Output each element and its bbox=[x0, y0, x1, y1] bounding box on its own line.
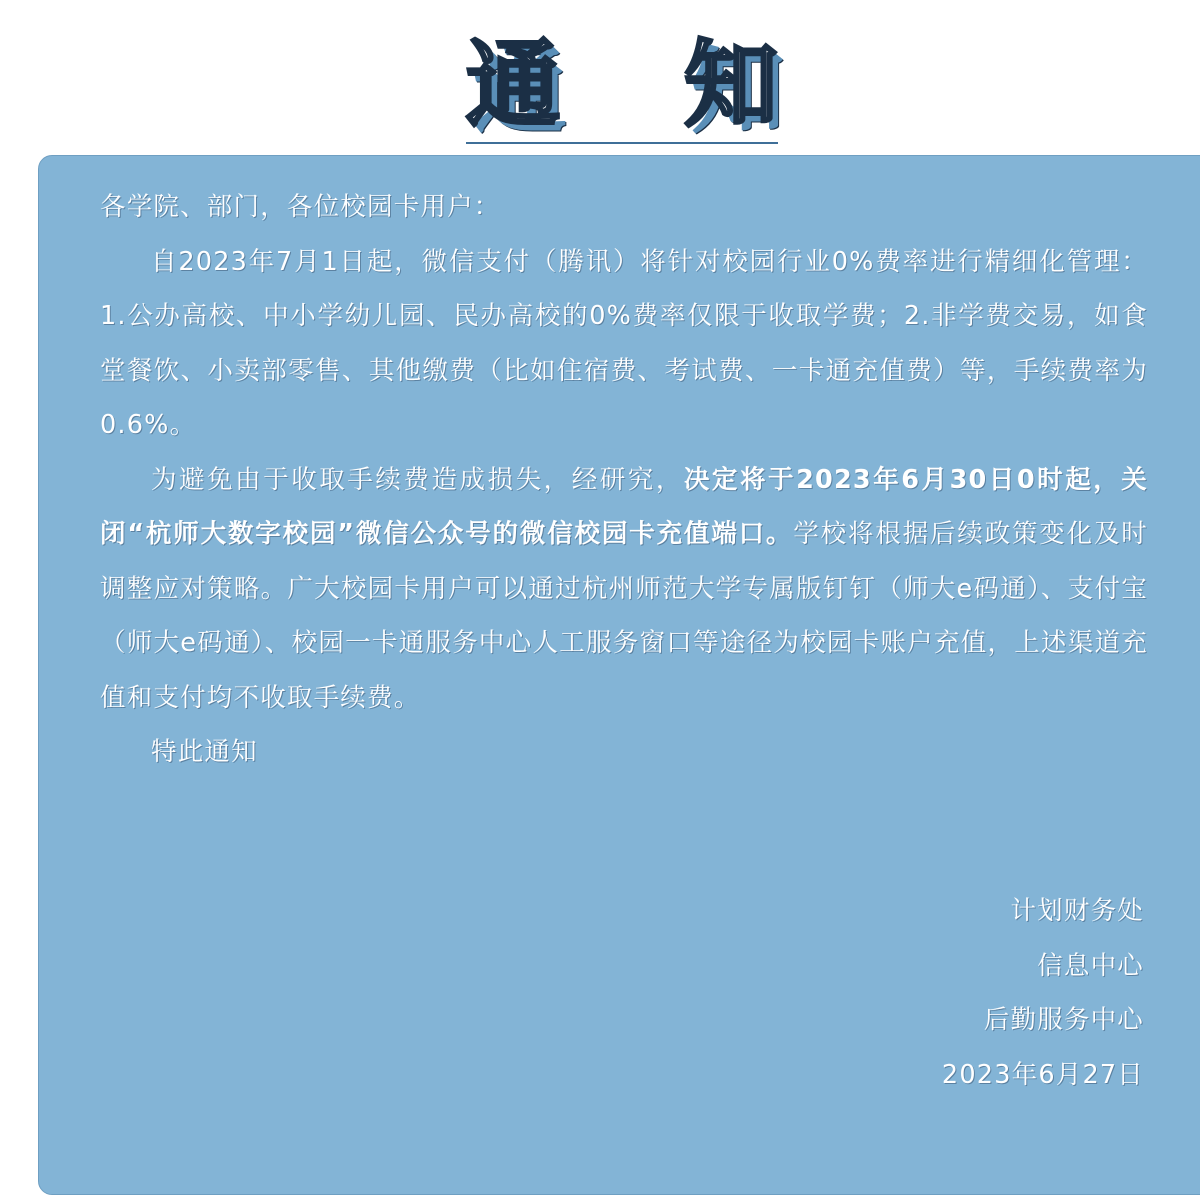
paragraph-2-decision: 决定将于2023年6月30日0时起，关闭“杭师大数字校园”微信公众号的微信校园卡充值端口。 bbox=[100, 464, 1148, 549]
title-char-1: 通 bbox=[466, 31, 561, 140]
salutation: 各学院、部门，各位校园卡用户： bbox=[100, 192, 501, 222]
paragraph-1: 自2023年7月1日起，微信支付（腾讯）将针对校园行业0%费率进行精细化管理：1.公办高校、中小学幼儿园、民办高校的0%费率仅限于收取学费；2.非学费交易，如食堂餐饮、小卖部零售、其他缴费（比如住宿费、考试费、一卡通充值费）等，手续费率为0.6%。 bbox=[100, 246, 1148, 440]
paragraph-2-details: 学校将根据后续政策变化及时调整应对策略。广大校园卡用户可以通过杭州师范大学专属版钉钉（师大e码通）、支付宝（师大e码通）、校园一卡通服务中心人工服务窗口等途径为校园卡账户充值，上述渠道充值和支付均不收取手续费。 bbox=[100, 519, 1148, 713]
closing-line: 特此通知 bbox=[151, 737, 258, 767]
paragraph-2 bbox=[100, 453, 1148, 726]
signature-dept-logistics: 后勤服务中心 bbox=[983, 1005, 1144, 1035]
notice-title bbox=[466, 30, 778, 148]
signature-block bbox=[942, 884, 1144, 1102]
signature-dept-finance: 计划财务处 bbox=[1010, 896, 1144, 926]
notice-body bbox=[100, 180, 1148, 780]
title-underline bbox=[466, 142, 778, 144]
title-char-2: 知 bbox=[683, 31, 778, 140]
paragraph-2-intro: 为避免由于收取手续费造成损失，经研究， bbox=[151, 464, 684, 495]
signature-dept-info: 信息中心 bbox=[1037, 950, 1144, 981]
title-text bbox=[466, 30, 778, 142]
signature-date: 2023年6月27日 bbox=[941, 1059, 1144, 1090]
